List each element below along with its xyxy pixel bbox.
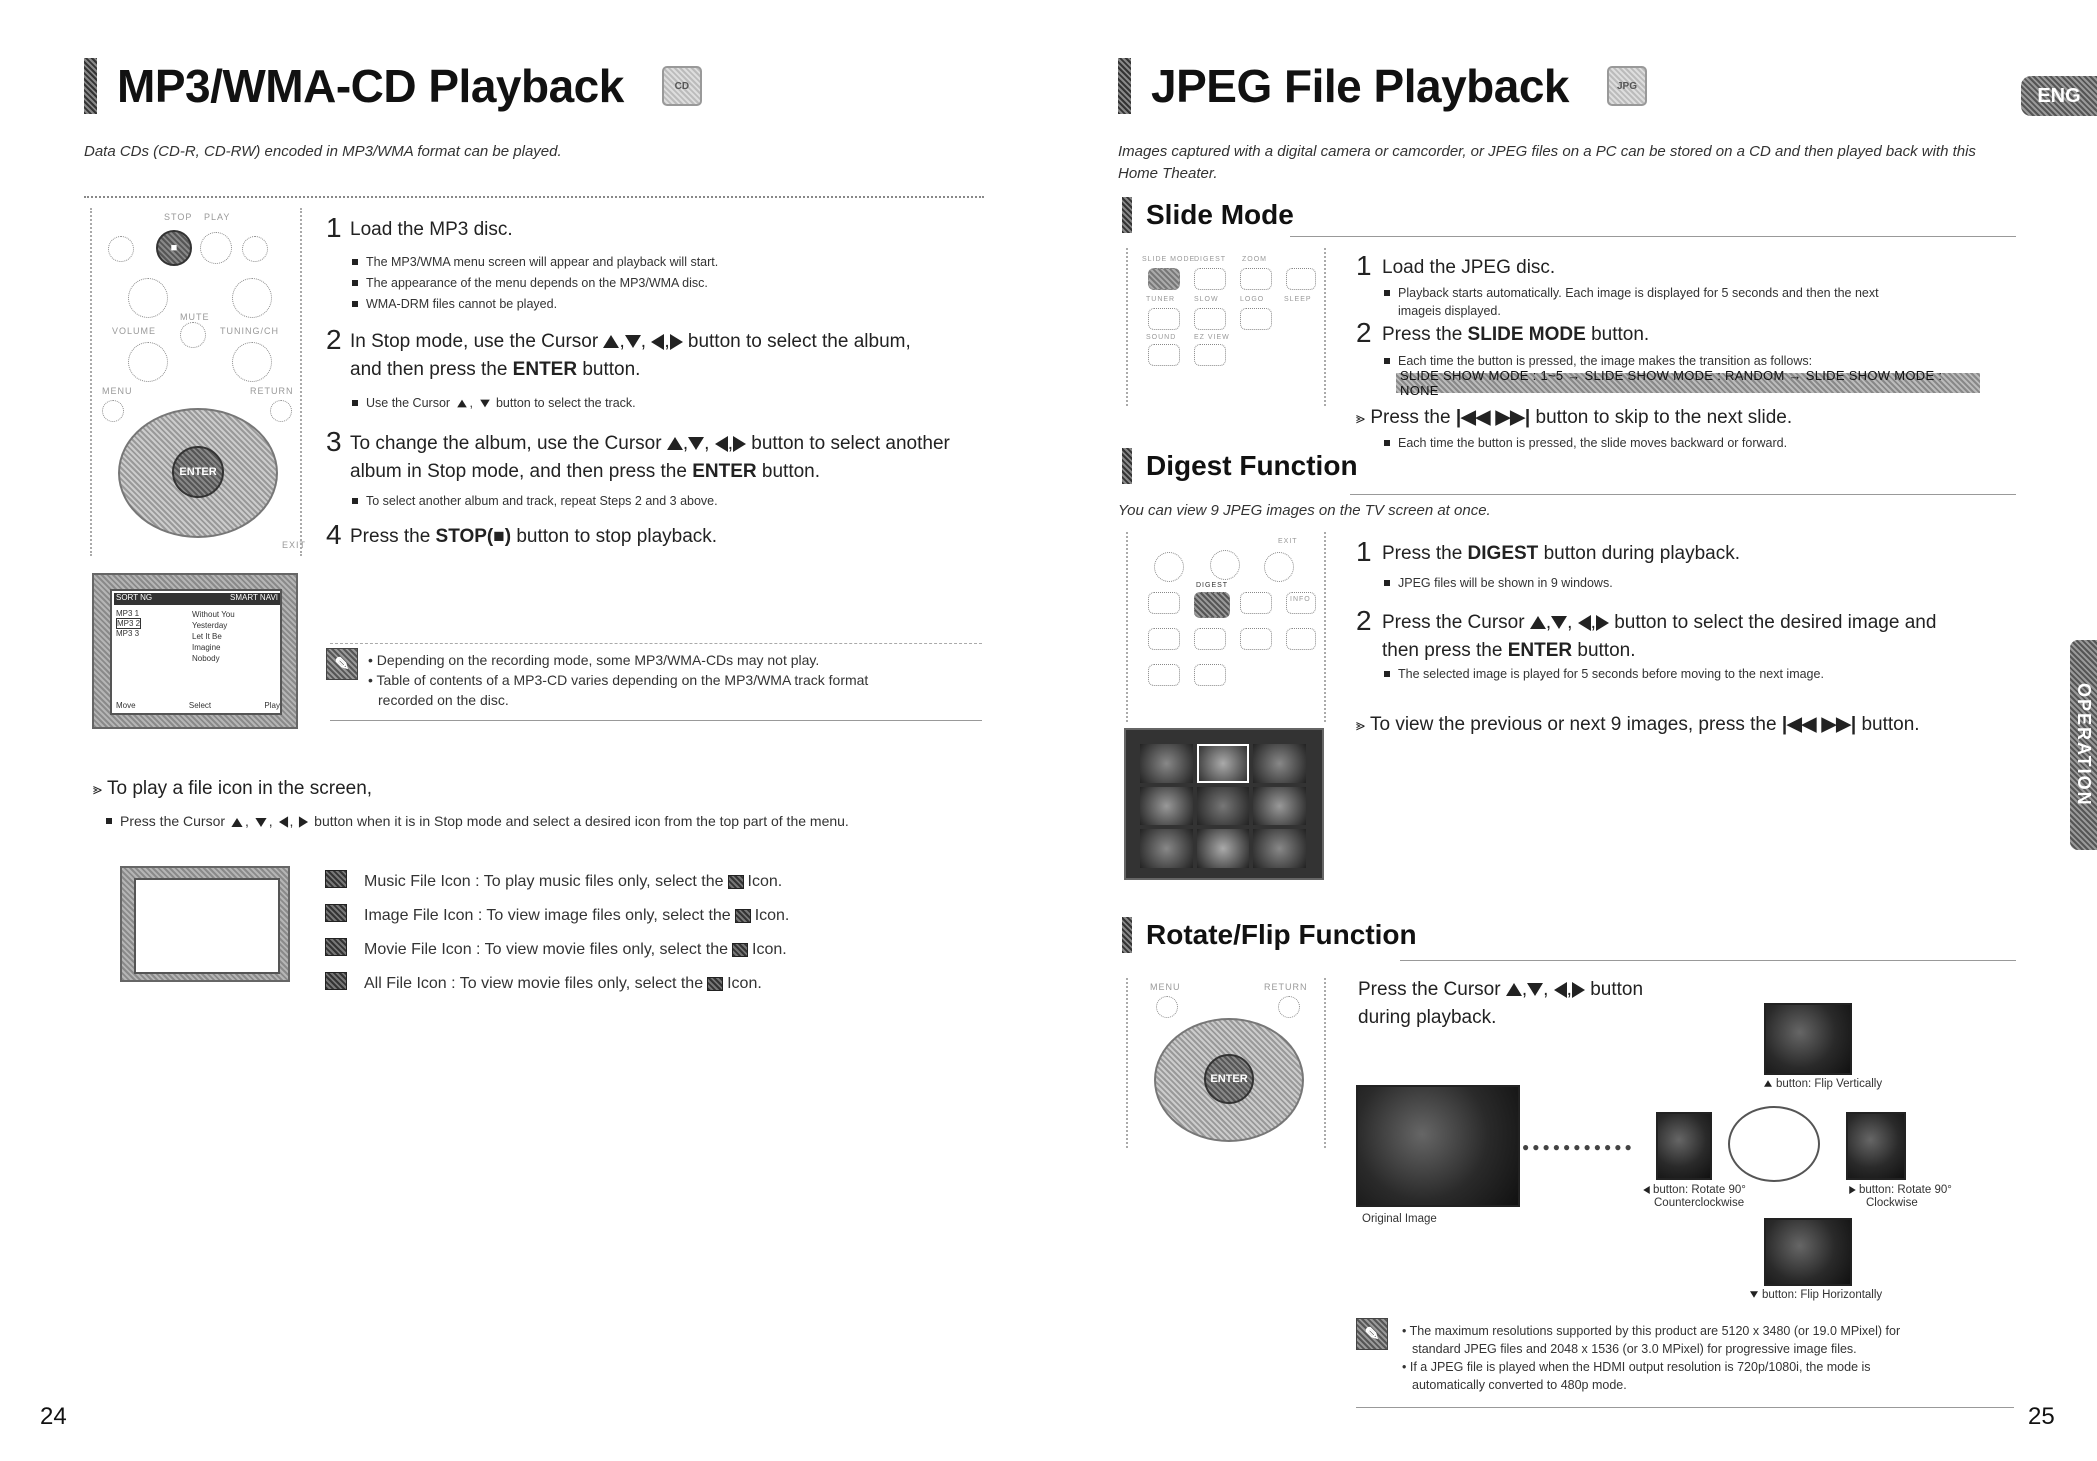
divider: [84, 196, 984, 198]
slide-mode-text: SLIDE MODE: [1467, 324, 1586, 345]
play-button: [200, 232, 232, 264]
page-number-right: 25: [2028, 1403, 2055, 1430]
play-label: PLAY: [204, 212, 231, 222]
file-list: [116, 609, 141, 638]
page-title-right: [1118, 56, 1647, 116]
heading-text: Rotate/Flip Function: [1146, 919, 1417, 950]
arrow-right-icon: [1849, 1186, 1856, 1194]
icon-desc-part: Icon.: [754, 907, 790, 924]
logo-label: LOGO: [1240, 296, 1265, 303]
section-intro: You can view 9 JPEG images on the TV screen at once.: [1118, 502, 1491, 519]
section-heading: [1122, 197, 1294, 233]
track-item: Nobody: [192, 654, 220, 663]
icon-description: [364, 974, 762, 994]
info-button: [1286, 268, 1316, 290]
step-bullet: The selected image is played for 5 seconds before moving to the next image.: [1382, 665, 1824, 683]
all-file-icon: [325, 972, 347, 990]
tip-part: button.: [1861, 714, 1920, 735]
track-item: Imagine: [192, 643, 221, 652]
mp3-menu-screen: [92, 573, 298, 729]
section-rule: [1290, 236, 2016, 237]
slide-mode-label: SLIDE MODE: [1142, 256, 1196, 263]
step-text-part: button.: [761, 461, 821, 482]
rotate-text-part: during playback.: [1358, 1007, 1497, 1028]
track-item: Yesterday: [192, 621, 228, 630]
digest-screen: [1124, 728, 1324, 880]
remote-button: [1210, 550, 1240, 580]
icon-desc-part: Icon.: [747, 873, 783, 890]
arrow-up-icon: [603, 335, 619, 348]
icon-description: [364, 872, 782, 892]
note-text: [1402, 1322, 2002, 1394]
menu-label: MENU: [102, 386, 133, 396]
thumbnail: [1140, 829, 1193, 868]
exit-label: EXIT: [282, 540, 307, 550]
step-text-part: album in Stop mode, and then press the: [350, 461, 687, 482]
skip-icon: |◀◀ ▶▶|: [1781, 714, 1857, 735]
step-bullet: Each time the button is pressed, the image makes the transition as follows:: [1382, 352, 1812, 370]
step-bullet: Playback starts automatically. Each image is displayed for 5 seconds and then the next: [1382, 284, 1879, 302]
thumbnail: [1253, 744, 1306, 783]
original-caption: Original Image: [1362, 1213, 1437, 1225]
step-bullet-cont: imageis displayed.: [1398, 304, 1501, 318]
arrow-left-icon: [278, 817, 287, 828]
slide-mode-button: [1148, 268, 1180, 290]
slow-label: SLOW: [1194, 296, 1219, 303]
arrow-up-icon: [457, 400, 467, 408]
screen-footer: [116, 701, 280, 710]
step-text-part: button to select the desired image and: [1614, 612, 1937, 633]
left-caption-cont: Counterclockwise: [1654, 1197, 1745, 1209]
heading-text: Digest Function: [1146, 450, 1358, 481]
sort-label: SORT NG: [116, 593, 153, 602]
volume-down-button: [128, 342, 168, 382]
arrow-right-icon: [1572, 982, 1585, 998]
image-file-icon: [735, 909, 751, 923]
step-text-part: button to select another: [751, 433, 950, 454]
down-caption-text: button: Flip Horizontally: [1762, 1289, 1883, 1301]
tip-arrow-icon: ⪢: [1356, 717, 1366, 734]
arrow-down-icon: [688, 437, 704, 450]
thumbnail: [1253, 787, 1306, 826]
zoom-label: ZOOM: [1242, 256, 1267, 263]
music-file-icon: [325, 870, 347, 888]
arrow-down-icon: [1527, 983, 1543, 996]
step-text-part: button to stop playback.: [516, 526, 718, 547]
return-button: [1278, 996, 1300, 1018]
rotate-instruction: Press the Cursor , , , button during playback.: [1358, 979, 1644, 1028]
note-icon: ✎: [1356, 1318, 1388, 1350]
volume-up-button: [128, 278, 168, 318]
step-text-part: button.: [582, 359, 641, 380]
screen-menu-header: [114, 593, 280, 605]
step-number: 2: [1356, 605, 1372, 636]
return-button: [270, 400, 292, 422]
icon-desc-part: Image File Icon : To view image files only, select the: [364, 907, 731, 924]
title-text: JPEG File Playback: [1151, 60, 1570, 112]
icon-desc-part: Music File Icon : To play music files only, select the: [364, 873, 724, 890]
remote-button: [1240, 628, 1272, 650]
tuning-label: TUNING/CH: [220, 326, 279, 336]
icon-menu-screen: [120, 866, 290, 982]
step-text-part: To change the album, use the Cursor: [350, 433, 662, 454]
arrow-left-icon: [1578, 615, 1591, 631]
original-image: [1356, 1085, 1520, 1207]
mute-button: [180, 322, 206, 348]
sleep-label: SLEEP: [1284, 296, 1312, 303]
heading-bar: [1122, 448, 1132, 484]
step-number: 4: [326, 519, 342, 550]
select-label: Select: [188, 701, 212, 710]
arrow-right-icon: [299, 817, 308, 828]
arrow-left-icon: [651, 334, 664, 350]
thumbnail: [1197, 787, 1250, 826]
tuner-button: [1148, 308, 1180, 330]
tip-arrow-icon: ⪢: [1356, 410, 1366, 427]
bullet-part: Use the Cursor: [366, 396, 451, 410]
operation-tab: OPERATION: [2070, 640, 2097, 850]
step-text-part: button during playback.: [1543, 543, 1741, 564]
heading-bar: [1122, 197, 1132, 233]
title-text: MP3/WMA-CD Playback: [117, 60, 624, 112]
note-text: [368, 650, 978, 710]
return-label: RETURN: [250, 386, 294, 396]
remote-button: [1194, 664, 1226, 686]
file-item: MP3 3: [116, 629, 140, 638]
tip-part: button when it is in Stop mode and select a desired icon from the top part of the menu.: [314, 813, 849, 829]
remote-button: [1240, 592, 1272, 614]
image-file-icon: [325, 904, 347, 922]
movie-file-icon: [732, 943, 748, 957]
note-line: • Table of contents of a MP3-CD varies depending on the MP3/WMA track format: [368, 672, 869, 688]
return-label: RETURN: [1264, 982, 1308, 992]
volume-label: VOLUME: [112, 326, 157, 336]
rotate-text-part: button: [1590, 979, 1644, 1000]
step-text-part: Press the: [350, 526, 431, 547]
note-line: recorded on the disc.: [378, 692, 509, 708]
rotate-ccw-image: [1656, 1112, 1712, 1180]
note-line: automatically converted to 480p mode.: [1412, 1378, 1627, 1392]
section-rule: [1350, 494, 2016, 495]
tip-part: button to skip to the next slide.: [1535, 407, 1793, 428]
sound-button: [1148, 344, 1180, 366]
track-item: Without You: [192, 610, 235, 619]
forward-button: [242, 236, 268, 262]
step-number: 1: [1356, 250, 1372, 281]
logo-button: [1240, 308, 1272, 330]
step-number: 1: [326, 212, 342, 243]
tuning-down-button: [232, 342, 272, 382]
step-bullet: The MP3/WMA menu screen will appear and playback will start.: [350, 253, 718, 271]
step-text: Press the Cursor , , , button to select the desired image and then press the ENTER button.: [1382, 612, 1937, 661]
enter-text: ENTER: [512, 359, 578, 380]
stop-button: ■: [156, 230, 192, 266]
digest-label: DIGEST: [1196, 582, 1229, 589]
remote-button: [1264, 552, 1294, 582]
slow-button: [1194, 308, 1226, 330]
note-divider: [330, 643, 982, 644]
skip-icon: |◀◀ ▶▶|: [1455, 407, 1531, 428]
transition-sequence: SLIDE SHOW MODE : 1~5 → SLIDE SHOW MODE : RANDOM → SLIDE SHOW MODE : NONE: [1396, 373, 1980, 393]
arrow-up-icon: [1530, 616, 1546, 629]
arrow-right-icon: [1596, 615, 1609, 631]
icon-desc-part: Icon.: [727, 975, 762, 992]
step-text-part: Press the: [1382, 324, 1463, 345]
arrow-right-icon: [733, 436, 746, 452]
digest-grid: [1140, 744, 1306, 868]
arrow-down-icon: [255, 818, 266, 827]
tuning-up-button: [232, 278, 272, 318]
digest-button: [1194, 268, 1226, 290]
remote-illustration: [1126, 248, 1326, 406]
movie-file-icon: [325, 938, 347, 956]
tip-arrow-icon: ⪢: [93, 781, 103, 798]
note-line: • If a JPEG file is played when the HDMI output resolution is 720p/1080i, the mode is: [1402, 1360, 1871, 1374]
arrow-left-icon: [715, 436, 728, 452]
icon-description: [364, 906, 789, 926]
digest-label: DIGEST: [1194, 256, 1227, 263]
bullet-part: button to select the track.: [495, 396, 636, 410]
digest-button: [1194, 592, 1230, 618]
stop-text: STOP(■): [435, 526, 512, 547]
intro-text: Images captured with a digital camera or camcorder, or JPEG files on a PC can be stored on a CD and then played back with this Home Theater.: [1118, 143, 1976, 182]
page-number-left: 24: [40, 1403, 67, 1430]
ezview-label: EZ VIEW: [1194, 334, 1230, 341]
step-text-part: button to select the album,: [687, 331, 911, 352]
file-item: MP3 1: [116, 609, 140, 618]
tip-title-text: To play a file icon in the screen,: [106, 778, 373, 799]
tip-part: To view the previous or next 9 images, press the: [1369, 714, 1777, 735]
section-heading: [1122, 448, 1358, 484]
flip-horizontal-image: [1764, 1218, 1852, 1286]
menu-button: [102, 400, 124, 422]
icon-menu-panel: [134, 878, 280, 974]
music-file-icon: [728, 875, 744, 889]
remote-button: [1148, 628, 1180, 650]
rotate-text-part: Press the Cursor: [1358, 979, 1501, 1000]
track-item: Let It Be: [192, 632, 222, 641]
title-bar: [1118, 58, 1131, 114]
language-tab: ENG: [2021, 76, 2097, 116]
step-text: [350, 523, 717, 551]
thumbnail: [1253, 829, 1306, 868]
left-caption-text: button: Rotate 90°: [1653, 1184, 1746, 1197]
mute-label: MUTE: [180, 312, 210, 322]
down-caption: [1746, 1288, 1882, 1302]
arrow-right-icon: [670, 334, 683, 350]
right-caption-cont: Clockwise: [1866, 1197, 1918, 1209]
note-bottom-line: [1356, 1407, 2014, 1408]
zoom-button: [1240, 268, 1272, 290]
up-caption-text: button: Flip Vertically: [1776, 1078, 1883, 1090]
thumbnail: [1140, 744, 1193, 783]
step-bullet: To select another album and track, repeat Steps 2 and 3 above.: [350, 492, 718, 510]
disc-icon: JPG: [1607, 66, 1647, 106]
step-number: 3: [326, 426, 342, 457]
smart-navi-label: SMART NAVI: [229, 593, 278, 602]
track-list: [192, 609, 235, 664]
disc-icon: CD: [662, 66, 702, 106]
move-label: Move: [116, 701, 136, 710]
arrow-down-icon: [1551, 616, 1567, 629]
enter-button: ENTER: [172, 446, 224, 498]
icon-desc-part: All File Icon : To view movie files only, select the: [364, 975, 704, 992]
arrow-down-icon: [1750, 1292, 1758, 1299]
thumbnail: [1197, 829, 1250, 868]
tip-title: [93, 775, 372, 804]
step-text-part: button.: [1577, 640, 1636, 661]
remote-button: [1148, 592, 1180, 614]
remote-illustration: [1126, 978, 1326, 1148]
step-text: [1382, 321, 1649, 349]
step-text-part: button.: [1591, 324, 1650, 345]
heading-bar: [1122, 917, 1132, 953]
tip-part: Press the Cursor: [120, 813, 226, 829]
remote-illustration: [90, 208, 307, 556]
step-text: [1382, 540, 1740, 568]
remote-illustration: [1126, 532, 1326, 722]
step-bullet: WMA-DRM files cannot be played.: [350, 295, 557, 313]
step-text: Load the MP3 disc.: [350, 219, 513, 240]
step-number: 1: [1356, 536, 1372, 567]
step-text: Load the JPEG disc.: [1382, 257, 1556, 278]
info-label: INFO: [1290, 596, 1311, 603]
play-label: Play: [264, 701, 280, 710]
remote-button: [1286, 628, 1316, 650]
tip-part: Press the: [1370, 407, 1451, 428]
tuner-label: TUNER: [1146, 296, 1176, 303]
sound-label: SOUND: [1146, 334, 1177, 341]
stop-label: STOP: [164, 212, 193, 222]
remote-button: [1194, 628, 1226, 650]
rotate-cw-image: [1846, 1112, 1906, 1180]
enter-text: ENTER: [692, 461, 757, 482]
step-text-part: Press the Cursor: [1382, 612, 1525, 633]
remote-button: [1148, 664, 1180, 686]
step-text-part: and then press the: [350, 359, 508, 380]
intro-text: Data CDs (CD-R, CD-RW) encoded in MP3/WMA format can be played.: [84, 143, 562, 160]
icon-description: [364, 940, 787, 960]
section-heading: [1122, 917, 1417, 953]
step-bullet: The appearance of the menu depends on the MP3/WMA disc.: [350, 274, 708, 292]
arrow-left-icon: [1643, 1186, 1650, 1194]
up-caption: [1760, 1077, 1882, 1091]
note-line: • The maximum resolutions supported by this product are 5120 x 3480 (or 19.0 MPixel) for: [1402, 1324, 1901, 1338]
step-text: To change the album, use the Cursor , , , button to select another album in Stop mode, and then press the ENTER button.: [350, 433, 950, 482]
menu-label: MENU: [1150, 982, 1181, 992]
icon-desc-part: Movie File Icon : To view movie files only, select the: [364, 941, 728, 958]
tip-text: [1356, 711, 1920, 740]
cursor-pad-diagram: [1728, 1106, 1820, 1182]
title-bar: [84, 58, 97, 114]
arrow-down-icon: [625, 335, 641, 348]
ezview-button: [1194, 344, 1226, 366]
step-text-part: Press the: [1382, 543, 1463, 564]
step-bullet: Use the Cursor , button to select the track.: [350, 394, 636, 412]
step-number: 2: [1356, 317, 1372, 348]
right-caption-text: button: Rotate 90°: [1859, 1184, 1952, 1197]
screen-menu-panel: [110, 589, 282, 715]
all-file-icon: [707, 977, 723, 991]
note-icon: ✎: [326, 648, 358, 680]
thumbnail: [1140, 787, 1193, 826]
tip-text: Press the Cursor , , , button when it is in Stop mode and select a desired icon from the top part of the menu.: [104, 812, 849, 830]
step-text-part: then press the: [1382, 640, 1503, 661]
step-number: 2: [326, 324, 342, 355]
arrow-left-icon: [1554, 982, 1567, 998]
arrow-up-icon: [1506, 983, 1522, 996]
heading-text: Slide Mode: [1146, 199, 1294, 230]
icon-desc-part: Icon.: [752, 941, 787, 958]
thumbnail: [1197, 744, 1250, 783]
note-line: standard JPEG files and 2048 x 1536 (or 3.0 MPixel) for progressive image files.: [1412, 1342, 1857, 1356]
section-rule: [1400, 960, 2016, 961]
exit-label: EXIT: [1278, 538, 1298, 545]
tip-bullet: Each time the button is pressed, the slide moves backward or forward.: [1382, 434, 1787, 452]
arrow-down-icon: [480, 400, 490, 408]
rewind-button: [108, 236, 134, 262]
file-item: MP3 2: [117, 619, 141, 628]
arrow-up-icon: [231, 818, 242, 827]
arrow-up-icon: [1764, 1081, 1772, 1088]
step-text-part: In Stop mode, use the Cursor: [350, 331, 599, 352]
note-line: • Depending on the recording mode, some MP3/WMA-CDs may not play.: [368, 652, 820, 668]
note-bottom-line: [330, 720, 982, 721]
tip-text: [1356, 404, 1792, 433]
flip-vertical-image: [1764, 1003, 1852, 1075]
menu-button: [1156, 996, 1178, 1018]
dotted-connector: ●●●●●●●●●●●: [1522, 1140, 1635, 1154]
arrow-up-icon: [667, 437, 683, 450]
step-text: In Stop mode, use the Cursor , , , button to select the album, and then press the ENTER button.: [350, 331, 911, 380]
enter-text: ENTER: [1507, 640, 1573, 661]
remote-button: [1154, 552, 1184, 582]
enter-button: ENTER: [1204, 1054, 1254, 1104]
digest-text: DIGEST: [1467, 543, 1539, 564]
page-title-left: [84, 56, 702, 116]
step-bullet: JPEG files will be shown in 9 windows.: [1382, 574, 1613, 592]
